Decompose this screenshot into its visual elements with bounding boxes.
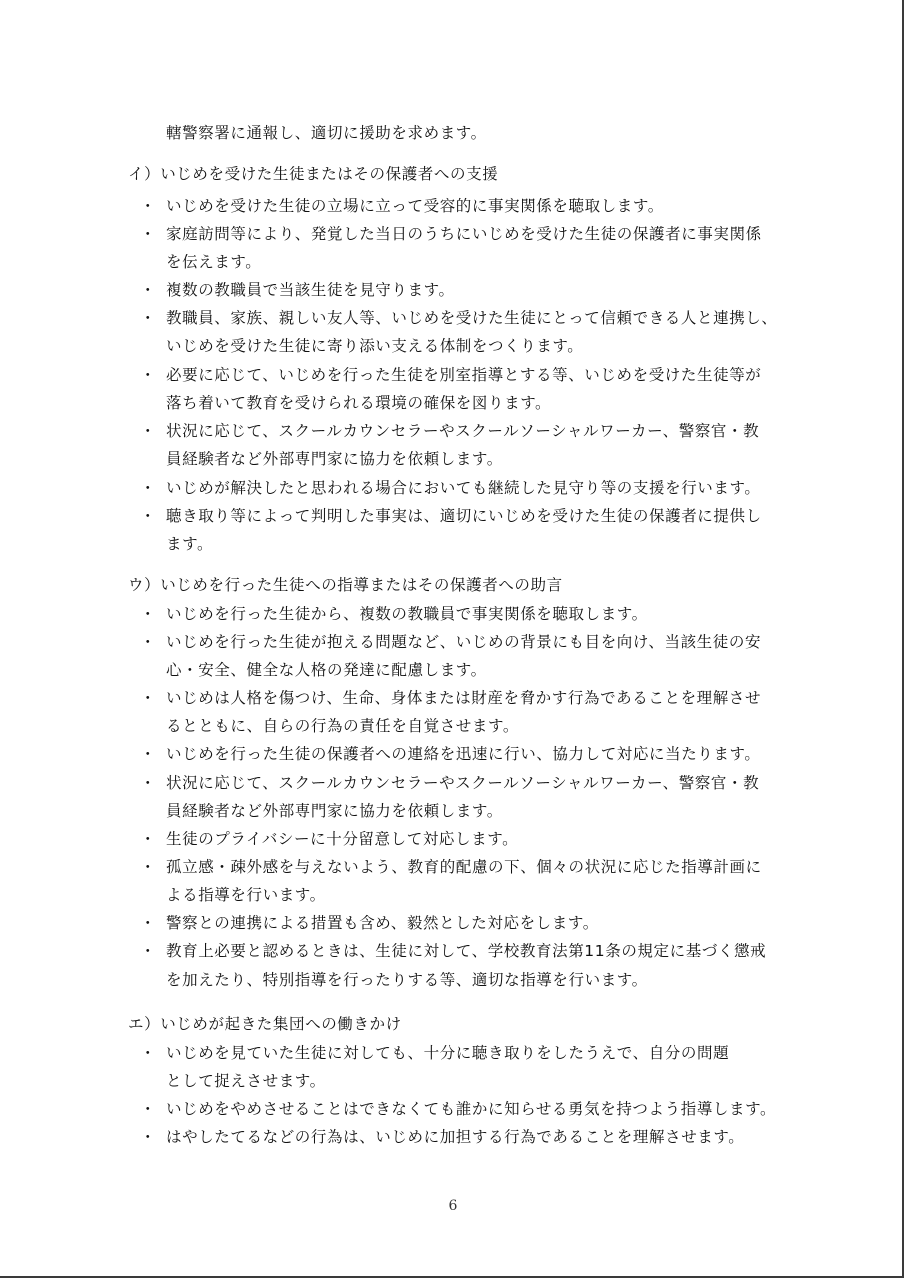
list-item-text: いじめを行った生徒が抱える問題など、いじめの背景にも目を向け、当該生徒の安 [166,633,762,651]
list-item-text: 生徒のプライバシーに十分留意して対応します。 [166,830,519,848]
list-item-text: 必要に応じて、いじめを行った生徒を別室指導とする等、いじめを受けた生徒等が [166,366,762,384]
list-item-text: 状況に応じて、スクールカウンセラーやスクールソーシャルワーカー、警察官・教 [166,774,760,792]
list-item-continuation: 員経験者など外部専門家に協力を依頼します。 [166,802,503,820]
list-item-text: はやしたてるなどの行為は、いじめに加担する行為であることを理解させます。 [166,1128,745,1146]
list-item-text: 警察との連携による措置も含め、毅然とした対応をします。 [166,914,599,932]
bullet-marker: ・ [140,1100,157,1118]
bullet-marker: ・ [140,422,157,440]
bullet-marker: ・ [140,479,157,497]
list-item-text: 状況に応じて、スクールカウンセラーやスクールソーシャルワーカー、警察官・教 [166,422,760,440]
page-number: 6 [448,1198,458,1214]
list-item-text: 孤立感・疎外感を与えないよう、教育的配慮の下、個々の状況に応じた指導計画に [166,858,762,876]
bullet-marker: ・ [140,225,157,243]
bullet-marker: ・ [140,281,157,299]
list-item-continuation: を加えたり、特別指導を行ったりする等、適切な指導を行います。 [166,971,648,989]
list-item-continuation: 落ち着いて教育を受けられる環境の確保を図ります。 [166,394,552,412]
list-item-text: いじめをやめさせることはできなくても誰かに知らせる勇気を持つよう指導します。 [166,1100,777,1118]
bullet-marker: ・ [140,745,157,763]
bullet-marker: ・ [140,366,157,384]
list-item-text: 複数の教職員で当該生徒を見守ります。 [166,281,455,299]
intro-line: 轄警察署に通報し、適切に援助を求めます。 [166,124,487,142]
bullet-marker: ・ [140,605,157,623]
bullet-marker: ・ [140,197,157,215]
list-item-text: 教育上必要と認めるときは、生徒に対して、学校教育法第11条の規定に基づく懲戒 [166,942,767,960]
bullet-marker: ・ [140,1044,157,1062]
section-heading-u: ウ）いじめを行った生徒への指導またはその保護者への助言 [128,576,563,594]
list-item-text: いじめは人格を傷つけ、生命、身体または財産を脅かす行為であることを理解させ [166,689,762,707]
list-item-continuation: 員経験者など外部専門家に協力を依頼します。 [166,450,503,468]
bullet-marker: ・ [140,309,157,327]
bullet-marker: ・ [140,858,157,876]
bullet-marker: ・ [140,1128,157,1146]
list-item-text: いじめを行った生徒から、複数の教職員で事実関係を聴取します。 [166,605,648,623]
bullet-marker: ・ [140,942,157,960]
list-item-continuation: いじめを受けた生徒に寄り添い支える体制をつくります。 [166,337,584,355]
list-item-continuation: るとともに、自らの行為の責任を自覚させます。 [166,717,519,735]
list-item-text: いじめを行った生徒の保護者への連絡を迅速に行い、協力して対応に当たります。 [166,745,761,763]
list-item-continuation: を伝えます。 [166,253,262,271]
list-item-continuation: ます。 [166,535,214,553]
section-heading-e: エ）いじめが起きた集団への働きかけ [128,1015,402,1033]
bullet-marker: ・ [140,507,157,525]
list-item-text: いじめを受けた生徒の立場に立って受容的に事実関係を聴取します。 [166,197,664,215]
bullet-marker: ・ [140,774,157,792]
list-item-text: 家庭訪問等により、発覚した当日のうちにいじめを受けた生徒の保護者に事実関係 [166,225,762,243]
bullet-marker: ・ [140,914,157,932]
list-item-continuation: として捉えさせます。 [166,1072,326,1090]
bullet-marker: ・ [140,689,157,707]
list-item-continuation: よる指導を行います。 [166,886,326,904]
list-item-text: 聴き取り等によって判明した事実は、適切にいじめを受けた生徒の保護者に提供し [166,507,762,525]
list-item-continuation: 心・安全、健全な人格の発達に配慮します。 [166,661,487,679]
list-item-text: 教職員、家族、親しい友人等、いじめを受けた生徒にとって信頼できる人と連携し、 [166,309,778,327]
list-item-text: いじめを見ていた生徒に対しても、十分に聴き取りをしたうえで、自分の問題 [166,1044,730,1062]
bullet-marker: ・ [140,830,157,848]
bullet-marker: ・ [140,633,157,651]
section-heading-i: イ）いじめを受けた生徒またはその保護者への支援 [128,165,499,183]
list-item-text: いじめが解決したと思われる場合においても継続した見守り等の支援を行います。 [166,479,761,497]
